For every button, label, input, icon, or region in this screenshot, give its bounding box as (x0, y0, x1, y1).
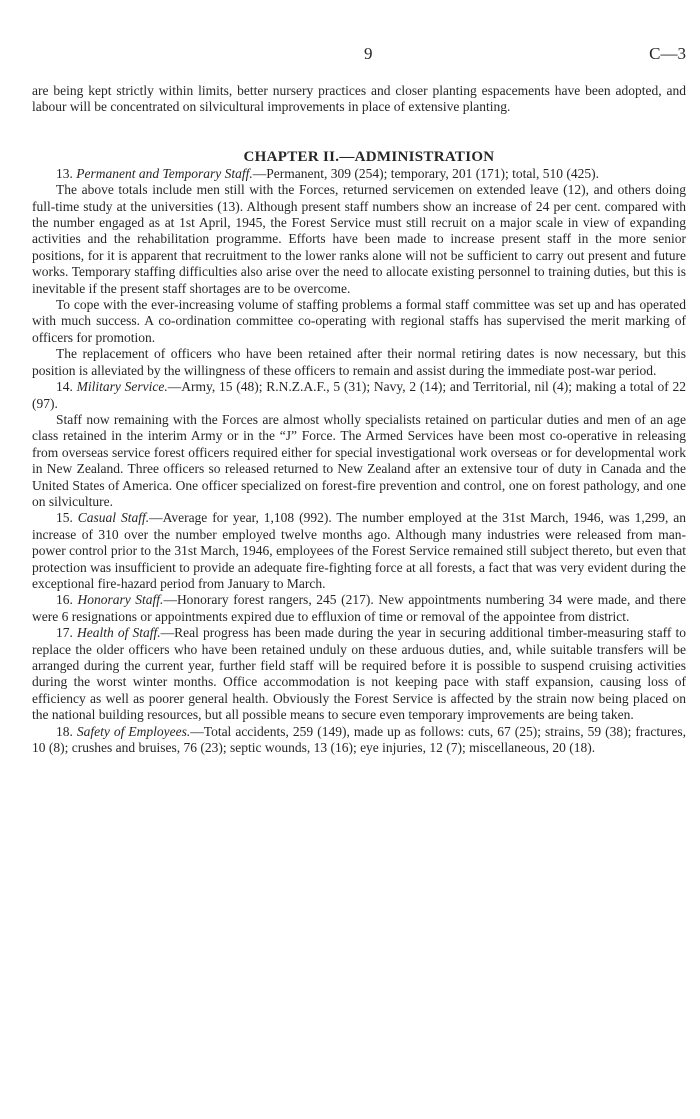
section-14-text: —Army, 15 (48); R.N.Z.A.F., 5 (31); Navy, 2 (14); and Territorial, nil (4); making a total of 22 (97). (32, 379, 687, 411)
section-16-text: —Honorary forest rangers, 245 (217). New appointments numbering 34 were made, and there were 6 resignations or appointments expired due to effluxion of time or removal of the appointee from district. (32, 592, 686, 624)
section-18-title: Safety of Employees. (76, 723, 191, 739)
section-18-text: —Total accidents, 259 (149), made up as follows: cuts, 67 (25); strains, 59 (38); fractures, 10 (8); crushes and bruises, 76 (23); septic wounds, 13 (16); eye injuries, 12 (7); miscellaneous, 20 (18). (32, 723, 687, 756)
section-14-number: 14. (56, 379, 73, 395)
section-14-paragraph: Staff now remaining with the Forces are almost wholly specialists retained on particular duties and men of an age class retained in the interim Army or in the “J” Force. The Armed Services have been most co-operative in releasing from overseas service forest officers required either for special investigational work overseas or for developmental work in New Zealand. Three officers so released returned to New Zealand after an extensive tour of duty in Canada and the United States of America. One officer specialized on forest-fire prevention and control, one on forest pathology, and one on silviculture. (32, 411, 686, 509)
section-17-lead (32, 625, 686, 723)
intro-paragraph: are being kept strictly within limits, better nursery practices and closer planting espacements have been adopted, and labour will be concentrated on silvicultural improvements in place of extensive planting. (32, 83, 686, 115)
section-18-number: 18. (56, 723, 73, 739)
section-14-lead (32, 379, 686, 412)
section-15-title: Casual Staff. (77, 510, 150, 526)
section-13-lead (32, 166, 686, 182)
section-17-text: —Real progress has been made during the year in securing additional timber-measuring staff to replace the older officers who have been retained unduly on these arduous duties, and, while suitable transfers will be arranged during the current year, further field staff will be required before it is possible to suspend cruising activities during the worst winter months. Office accommodation is not keeping pace with staff expansion, causing loss of efficiency as well as poorer general health. Obviously the Forest Service is affected by the strain now being placed on the national building resources, but all possible means to secure even temporary improvements are being taken. (32, 625, 687, 723)
section-13-paragraph: To cope with the ever-increasing volume of staffing problems a formal staff committee was set up and has operated with much success. A co-ordination committee co-operating with regional staffs has supervised the merit marking of officers for promotion. (32, 297, 686, 345)
section-13-title: Permanent and Temporary Staff. (76, 165, 253, 181)
section-15-lead (32, 510, 686, 592)
section-16-title: Honorary Staff. (77, 592, 164, 608)
section-18-lead (32, 724, 686, 757)
section-17-number: 17. (56, 625, 73, 641)
section-13-number: 13. (56, 165, 73, 181)
page-number: 9 (364, 44, 373, 63)
section-13-paragraph: The above totals include men still with the Forces, returned servicemen on extended leave (12), and others doing full-time study at the universities (13). Although present staff numbers show an increase of 24 per cent. compared with the number engaged as at 1st April, 1945, the Forest Service must still recruit on a major scale in view of expanding activities and the rehabilitation programme. Efforts have been made to increase present staff in the more senior positions, for it is apparent that recruitment to the lower ranks alone will not be sufficient to carry out present and future works. Temporary staffing difficulties also arise over the need to allocate existing personnel to training duties, but this is inevitable if the present staff shortages are to be overcome. (32, 182, 686, 296)
section-17-title: Health of Staff. (77, 625, 161, 641)
page-header (0, 44, 700, 68)
section-13-paragraph: The replacement of officers who have been retained after their normal retiring dates is now necessary, but this position is alleviated by the willingness of these officers to remain and assist during the immediate post-war period. (32, 346, 686, 378)
document-reference: C—3 (649, 44, 686, 63)
section-15-text: —Average for year, 1,108 (992). The number employed at the 31st March, 1946, was 1,299, an increase of 310 over the number employed twelve months ago. Although many industries were released from man-power control prior to the 31st March, 1946, employees of the Forest Service remained still subject thereto, but even that protection was insufficient to provide an adequate fire-fighting force at all forests, a fact that was very evident during the exceptional fire-hazard period from January to March. (32, 510, 687, 591)
section-16-lead (32, 592, 686, 625)
section-16-number: 16. (56, 592, 73, 608)
section-13-text: —Permanent, 309 (254); temporary, 201 (171); total, 510 (425). (252, 165, 600, 181)
body-text (32, 83, 686, 756)
section-14-title: Military Service. (76, 379, 168, 395)
chapter-heading: CHAPTER II.—ADMINISTRATION (243, 148, 495, 165)
section-15-number: 15. (56, 510, 73, 526)
